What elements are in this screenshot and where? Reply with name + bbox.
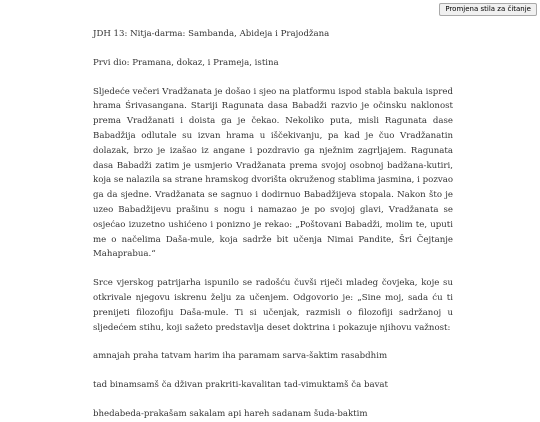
chapter-title: JDH 13: Nitja-darma: Sambanda, Abideja i Prajodžana	[93, 29, 330, 39]
part-heading: Prvi dio: Pramana, dokaz, i Prameja, istina	[93, 57, 279, 68]
article-content	[93, 27, 453, 422]
reading-style-toggle-button[interactable]: Promjena stila za čitanje	[439, 3, 537, 16]
paragraph: Srce vjerskog patrijarha ispunilo se radošću čuvši riječi mladeg čovjeka, koje su otkrivale njegovu iskrenu želju za učenjem. Odgovorio je: „Sine moj, sada ću ti prenijeti filozofiju Daša-mule. Ti si učenjak, razmisli o filozofiji sadržanoj u sljedećem stihu, koji sažeto predstavlja deset doktrina i pokazuje njihovu važnost:	[93, 278, 453, 333]
verse-line: amnajah praha tatvam harim iha paramam sarva-šaktim rasabdhim	[93, 351, 388, 362]
verse-line: tad binamsamš ča dživan prakriti-kavalitan tad-vimuktamš ča bavat	[93, 380, 389, 391]
paragraph: Sljedeće večeri Vradžanata je došao i sjeo na platformu ispod stabla bakula ispred hrama Śrivasangana. Stariji Ragunata dasa Babadži razvio je očinsku naklonost prema Vradžanati i doista ga je čekao. Nekoliko puta, misli Ragunata dase Babadžija odlutale su izvan hrama u iščekivanju, pa kad je čuo Vradžanatin dolazak, brzo je izašao iz angane i pozdravio ga nježnim zagrljajem. Ragunata dasa Babadži zatim je usmjerio Vradžanata prema svojoj osobnoj badžana-kutiri, koja se nalazila sa strane hramskog dvorišta okruženog stablima jasmina, i pozvao ga da sjedne. Vradžanata se sagnuo i dodirnuo Babadžijeva stopala. Nakon što je uzeo Babadžijevu prašinu s nogu i namazao je po svojoj glavi, Vradžanata se osjećao izuzetno ushićeno i ponizno je rekao: „Poštovani Babadži, molim te, uputi me o načelima Daša-mule, koja sadrže bit učenja Nimai Pandite, Šri Čejtanje Mahaprabua.“	[93, 86, 453, 260]
verse-line: bhedabeda-prakašam sakalam api hareh sadanam šuda-baktim	[93, 408, 368, 419]
